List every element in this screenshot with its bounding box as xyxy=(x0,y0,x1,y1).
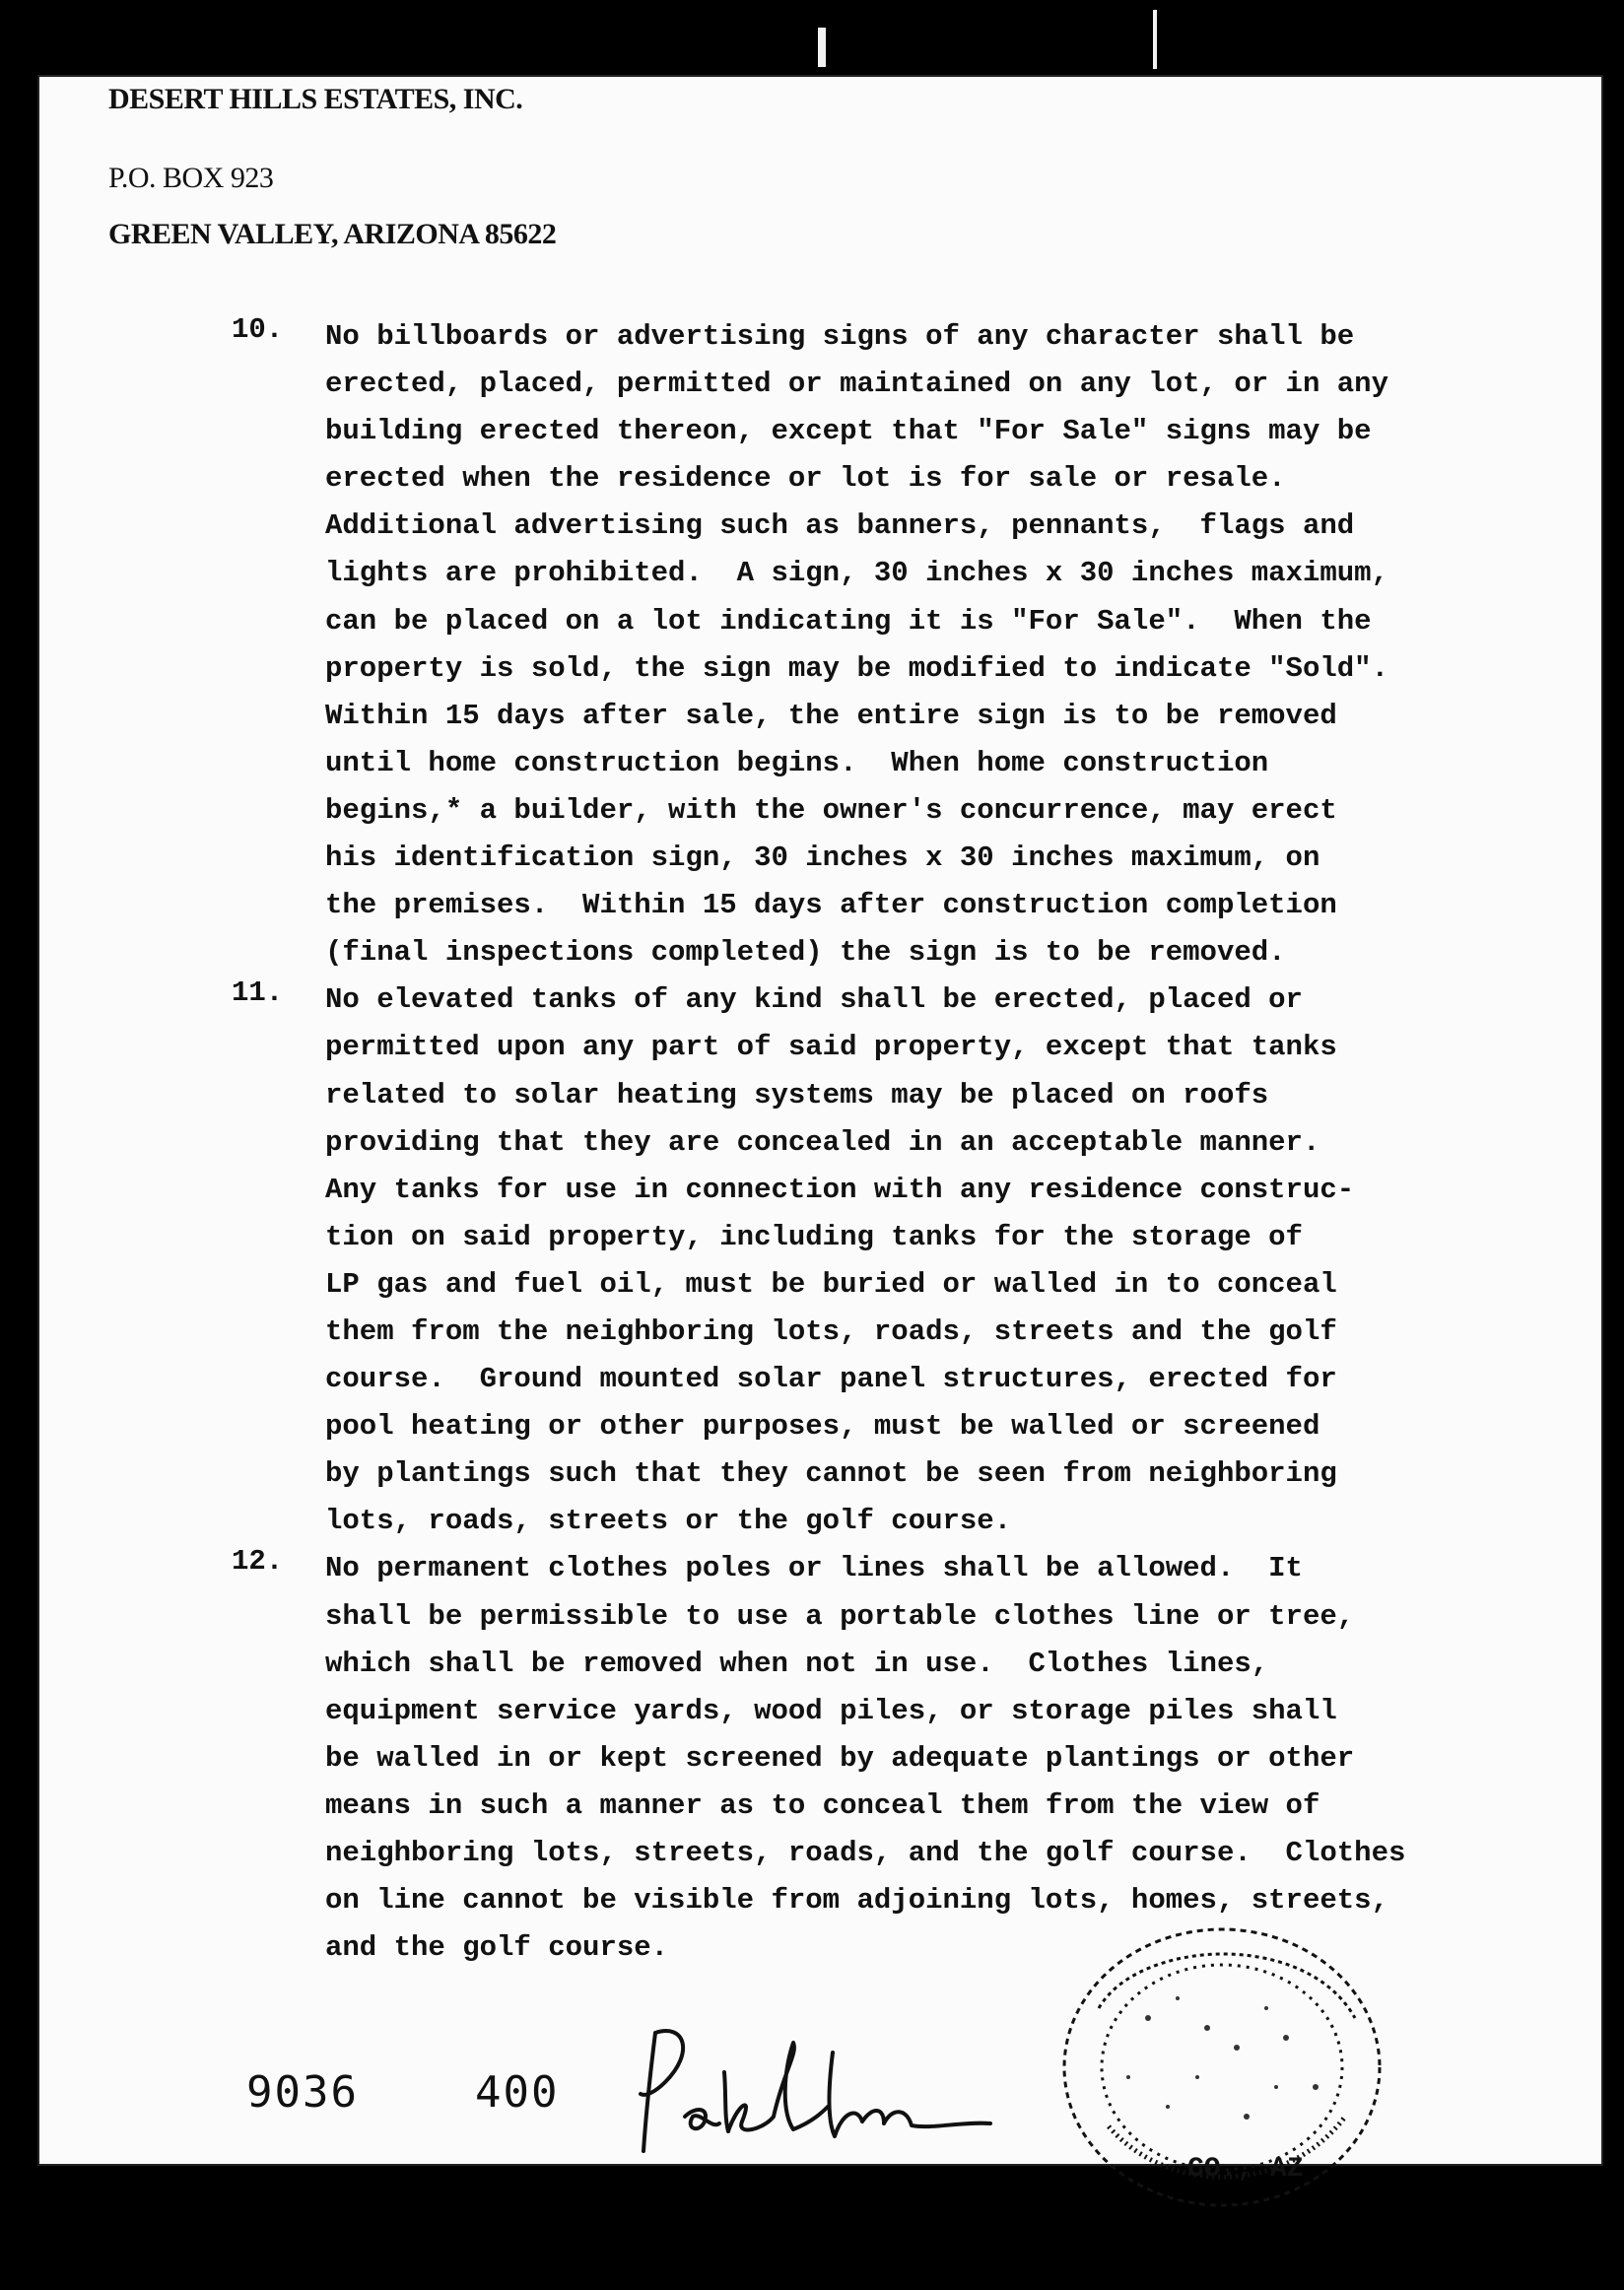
clause-10 xyxy=(232,313,1552,977)
clause-line: neighboring lots, streets, roads, and the golf course. Clothes xyxy=(325,1837,1406,1869)
clause-line: be walled in or kept screened by adequate plantings or other xyxy=(325,1741,1355,1775)
clause-line: by plantings such that they cannot be seen from neighboring xyxy=(325,1457,1337,1491)
clause-text xyxy=(325,977,1552,1545)
clause-line: can be placed on a lot indicating it is "For Sale". When the xyxy=(325,604,1372,638)
clause-line: Additional advertising such as banners, pennants, flags and xyxy=(325,509,1355,543)
clause-line: on line cannot be visible from adjoining lots, homes, streets, xyxy=(325,1884,1388,1918)
clause-line: pool heating or other purposes, must be walled or screened xyxy=(325,1410,1320,1444)
clause-number: 11. xyxy=(232,977,284,1010)
po-box: P.O. BOX 923 xyxy=(108,162,274,194)
clause-line: erected when the residence or lot is for sale or resale. xyxy=(325,462,1286,496)
clause-line: Any tanks for use in connection with any residence construc- xyxy=(325,1173,1355,1206)
city-state-zip: GREEN VALLEY, ARIZONA 85622 xyxy=(108,218,557,250)
seal-text: CO., AZ xyxy=(1187,2154,1304,2185)
clause-line: them from the neighboring lots, roads, streets and the golf xyxy=(325,1314,1337,1348)
clause-line: tion on said property, including tanks for the storage of xyxy=(325,1220,1303,1253)
clause-line: shall be permissible to use a portable clothes line or tree, xyxy=(325,1599,1355,1633)
clause-line: (final inspections completed) the sign is to be removed. xyxy=(325,936,1286,970)
clause-line: means in such a manner as to conceal them from the view of xyxy=(325,1788,1320,1822)
scan-artifact xyxy=(818,28,826,67)
clause-line: and the golf course. xyxy=(325,1931,669,1965)
clause-line: erected, placed, permitted or maintained on any lot, or in any xyxy=(325,368,1388,401)
clause-line: No permanent clothes poles or lines shall be allowed. It xyxy=(325,1552,1303,1585)
clause-line: until home construction begins. When home construction xyxy=(325,746,1269,779)
clause-line: providing that they are concealed in an acceptable manner. xyxy=(325,1125,1320,1159)
clause-line: course. Ground mounted solar panel structures, erected for xyxy=(325,1363,1337,1396)
clause-line: permitted upon any part of said property, except that tanks xyxy=(325,1031,1337,1064)
document-paper xyxy=(39,77,1601,2185)
clause-line: No billboards or advertising signs of any character shall be xyxy=(325,320,1355,353)
clause-line: which shall be removed when not in use. Clothes lines, xyxy=(325,1647,1269,1680)
restrictions-body xyxy=(232,313,1552,1972)
scan-artifact xyxy=(1153,10,1157,69)
signature xyxy=(626,2013,1000,2171)
company-name: DESERT HILLS ESTATES, INC. xyxy=(108,83,523,115)
clause-line: his identification sign, 30 inches x 30 inches maximum, on xyxy=(325,842,1320,875)
clause-line: No elevated tanks of any kind shall be erected, placed or xyxy=(325,983,1303,1017)
clause-number: 12. xyxy=(232,1545,284,1579)
clause-line: the premises. Within 15 days after construction completion xyxy=(325,889,1337,922)
clause-line: equipment service yards, wood piles, or storage piles shall xyxy=(325,1694,1337,1727)
clause-line: begins,* a builder, with the owner's concurrence, may erect xyxy=(325,793,1337,827)
notary-seal xyxy=(1030,1880,1419,2235)
clause-line: LP gas and fuel oil, must be buried or walled in to conceal xyxy=(325,1267,1337,1301)
docket-number: 9036 xyxy=(246,2067,359,2118)
clause-line: lots, roads, streets or the golf course. xyxy=(325,1505,1012,1538)
clause-11 xyxy=(232,977,1552,1545)
clause-line: lights are prohibited. A sign, 30 inches x 30 inches maximum, xyxy=(325,557,1388,590)
clause-number: 10. xyxy=(232,313,284,346)
clause-line: Within 15 days after sale, the entire sign is to be removed xyxy=(325,699,1337,732)
page-number: 400 xyxy=(475,2067,560,2118)
clause-text xyxy=(325,313,1552,977)
clause-line: property is sold, the sign may be modified to indicate "Sold". xyxy=(325,651,1388,685)
clause-line: building erected thereon, except that "For Sale" signs may be xyxy=(325,415,1372,448)
clause-line: related to solar heating systems may be placed on roofs xyxy=(325,1078,1269,1111)
